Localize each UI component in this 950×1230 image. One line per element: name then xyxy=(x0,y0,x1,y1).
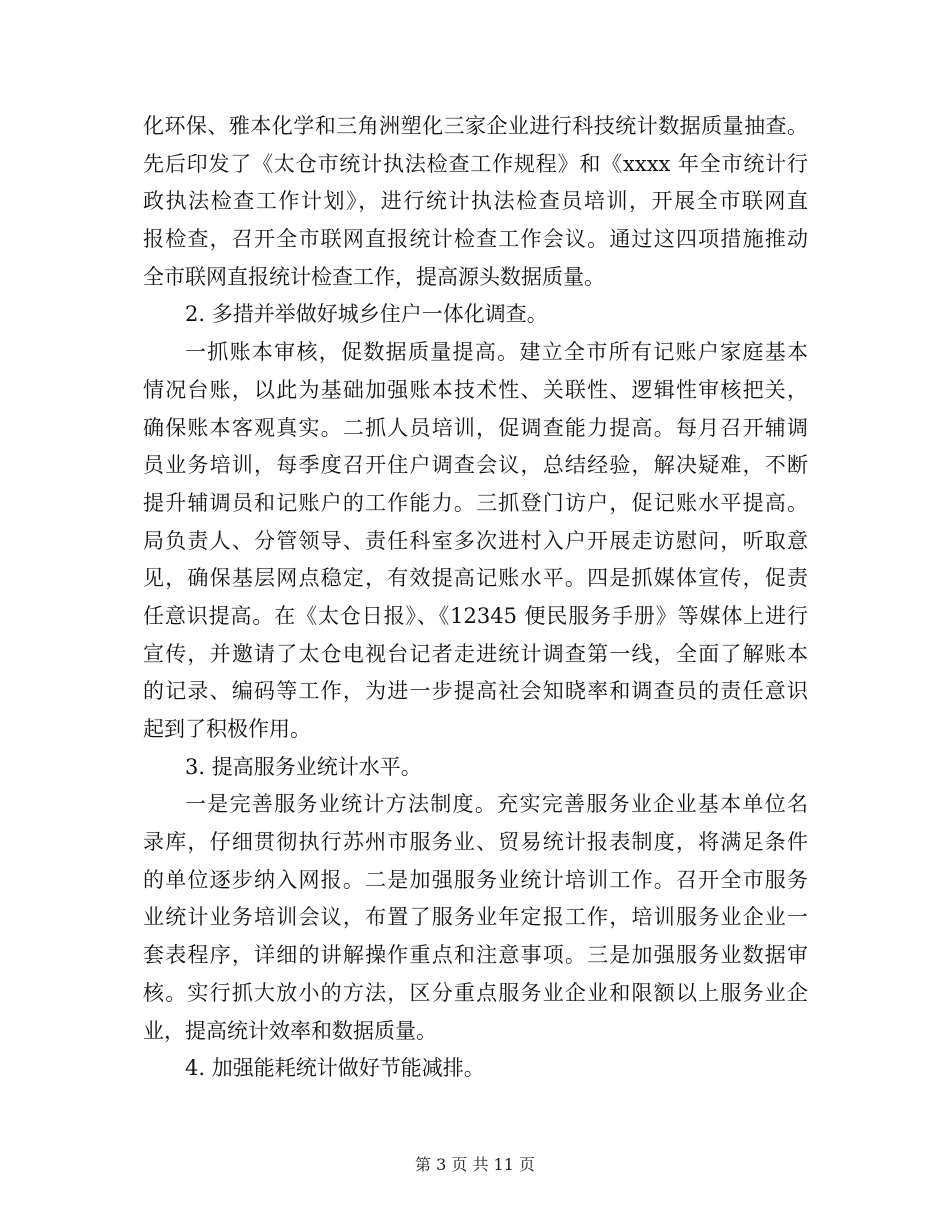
text-line: 局负责人、分管领导、责任科室多次进村入户开展走访慰问，听取意 xyxy=(143,528,808,553)
text-line: 确保账本客观真实。二抓人员培训，促调查能力提高。每月召开辅调 xyxy=(143,415,808,440)
text-line: 录库，仔细贯彻执行苏州市服务业、贸易统计报表制度，将满足条件 xyxy=(143,830,808,855)
section-heading xyxy=(143,749,808,787)
text-line: 任意识提高。在《太仓日报》、《12345 便民服务手册》等媒体上进行 xyxy=(143,603,808,628)
text-line: 核。实行抓大放小的方法，区分重点服务业企业和限额以上服务业企 xyxy=(143,980,808,1005)
paragraph xyxy=(143,108,808,296)
paragraph xyxy=(143,786,808,1050)
text-line: 提升辅调员和记账户的工作能力。三抓登门访户，促记账水平提高。 xyxy=(143,490,808,515)
text-line: 政执法检查工作计划》，进行统计执法检查员培训，开展全市联网直 xyxy=(143,189,808,214)
section-heading xyxy=(143,1050,808,1088)
text-line: 起到了积极作用。 xyxy=(143,717,311,741)
text-line: 的单位逐步纳入网报。二是加强服务业统计培训工作。召开全市服务 xyxy=(143,867,808,892)
page-number-footer: 第 3 页 共 11 页 xyxy=(415,1155,535,1174)
body-text xyxy=(143,108,808,1088)
text-line: 化环保、雅本化学和三角洲塑化三家企业进行科技统计数据质量抽查。 xyxy=(143,114,808,138)
text-line: 报检查，召开全市联网直报统计检查工作会议。通过这四项措施推动 xyxy=(143,227,808,252)
heading-line: 4. 加强能耗统计做好节能减排。 xyxy=(185,1056,485,1081)
text-line: 业，提高统计效率和数据质量。 xyxy=(143,1018,437,1043)
text-line: 的记录、编码等工作，为进一步提高社会知晓率和调查员的责任意识 xyxy=(143,679,808,704)
text-line: 全市联网直报统计检查工作，提高源头数据质量。 xyxy=(143,264,605,289)
text-line: 宣传，并邀请了太仓电视台记者走进统计调查第一线，全面了解账本 xyxy=(143,641,808,666)
text-line: 套表程序，详细的讲解操作重点和注意事项。三是加强服务业数据审 xyxy=(143,943,808,968)
text-line: 先后印发了《太仓市统计执法检查工作规程》和《xxxx 年全市统计行 xyxy=(143,151,808,176)
text-line: 业统计业务培训会议，布置了服务业年定报工作，培训服务业企业一 xyxy=(143,905,808,930)
section-heading xyxy=(143,296,808,334)
text-line: 员业务培训，每季度召开住户调查会议，总结经验，解决疑难，不断 xyxy=(143,453,808,478)
heading-line: 3. 提高服务业统计水平。 xyxy=(185,754,422,779)
text-line: 一抓账本审核，促数据质量提高。建立全市所有记账户家庭基本 xyxy=(185,340,808,365)
paragraph xyxy=(143,334,808,749)
heading-line: 2. 多措并举做好城乡住户一体化调查。 xyxy=(185,302,548,327)
text-line: 情况台账，以此为基础加强账本技术性、关联性、逻辑性审核把关， xyxy=(143,377,808,402)
text-line: 一是完善服务业统计方法制度。充实完善服务业企业基本单位名 xyxy=(185,792,808,817)
text-line: 见，确保基层网点稳定，有效提高记账水平。四是抓媒体宣传，促责 xyxy=(143,566,808,591)
